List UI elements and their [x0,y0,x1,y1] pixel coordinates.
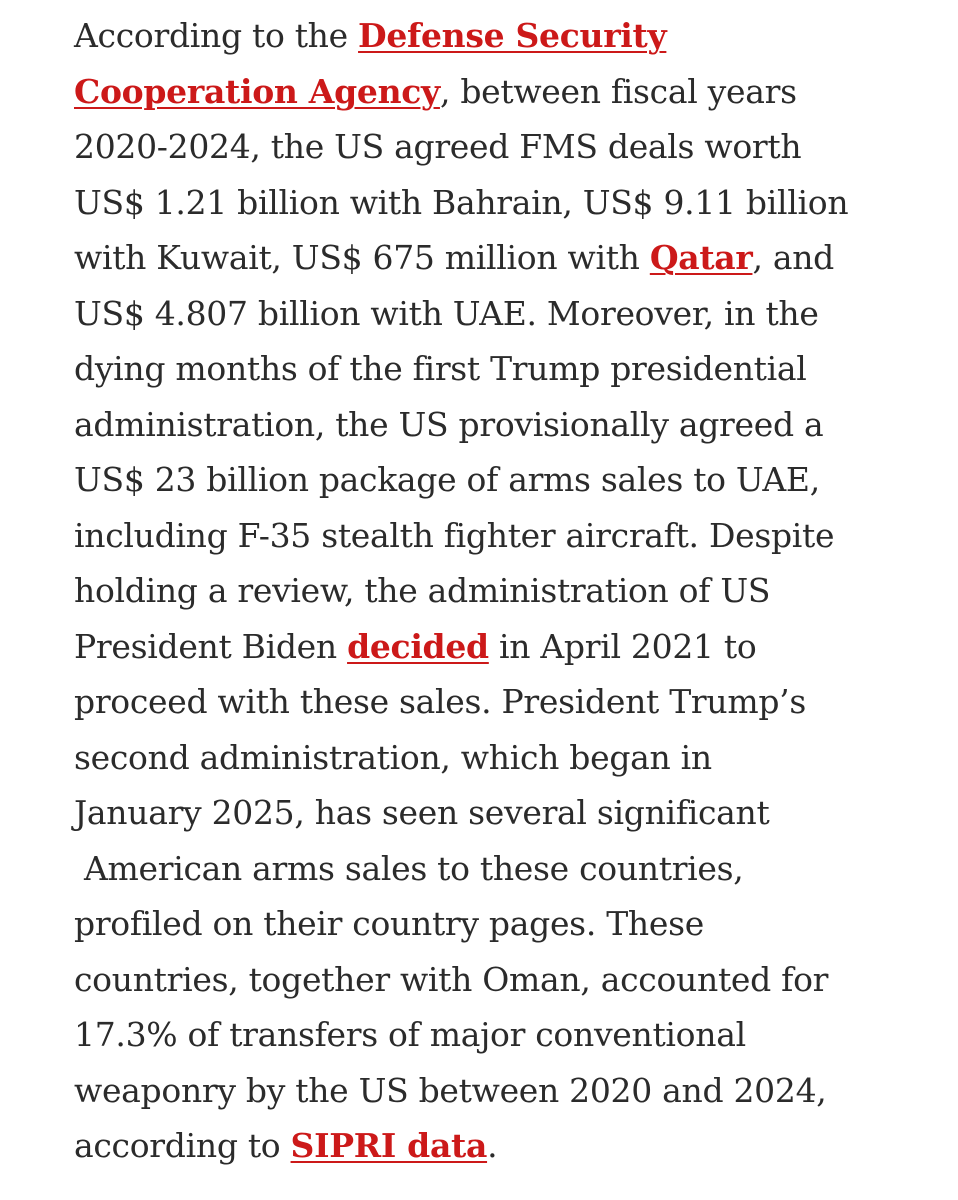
dsca-link-continued[interactable]: Cooperation Agency [74,71,440,111]
text-segment: President Biden [74,626,348,666]
decided-link[interactable]: decided [347,626,489,666]
text-line-3: 2020-2024, the US agreed FMS deals worth [74,127,802,166]
article-paragraph [74,8,928,1174]
qatar-link[interactable]: Qatar [649,238,753,277]
text-line-14: second administration, which began in [74,737,712,777]
text-line-7: dying months of the first Trump presidential [74,349,807,388]
text-line-15: January 2025, has seen several significant [74,793,770,832]
text-line-18: countries, together with Oman, accounted for [74,959,829,999]
text-line-21 [74,1118,928,1174]
text-line-2 [74,64,928,120]
text-line-9: US$ 23 billion package of arms sales to UAE, [74,460,820,499]
text-segment: with Kuwait, US$ 675 million with [74,238,650,277]
text-line-17: profiled on their country pages. These [74,904,704,943]
text-segment: in April 2021 to [488,626,757,666]
text-segment: . [487,1126,498,1165]
text-line-8: administration, the US provisionally agreed a [74,404,824,444]
text-line-10: including F-35 stealth fighter aircraft. Despite [74,515,835,555]
text-segment: According to the [74,16,359,55]
text-line-20: weaponry by the US between 2020 and 2024, [74,1070,827,1110]
text-line-5 [74,230,928,286]
sipri-data-link[interactable]: SIPRI data [290,1126,488,1165]
text-line-12 [74,619,928,675]
text-line-6: US$ 4.807 billion with UAE. Moreover, in the [74,293,819,333]
text-line-16 [74,841,928,897]
dsca-link[interactable]: Defense Security [358,16,667,55]
text-line-19: 17.3% of transfers of major conventional [74,1015,746,1054]
text-segment: American arms sales to these countries, [84,848,744,888]
text-line-1 [74,8,928,64]
text-segment: , between fiscal years [439,71,797,111]
text-line-4: US$ 1.21 billion with Bahrain, US$ 9.11 billion [74,182,849,222]
text-segment: , and [752,238,834,277]
text-line-13: proceed with these sales. President Trump’s [74,682,806,721]
text-line-11: holding a review, the administration of US [74,571,771,610]
text-segment: according to [74,1126,291,1165]
